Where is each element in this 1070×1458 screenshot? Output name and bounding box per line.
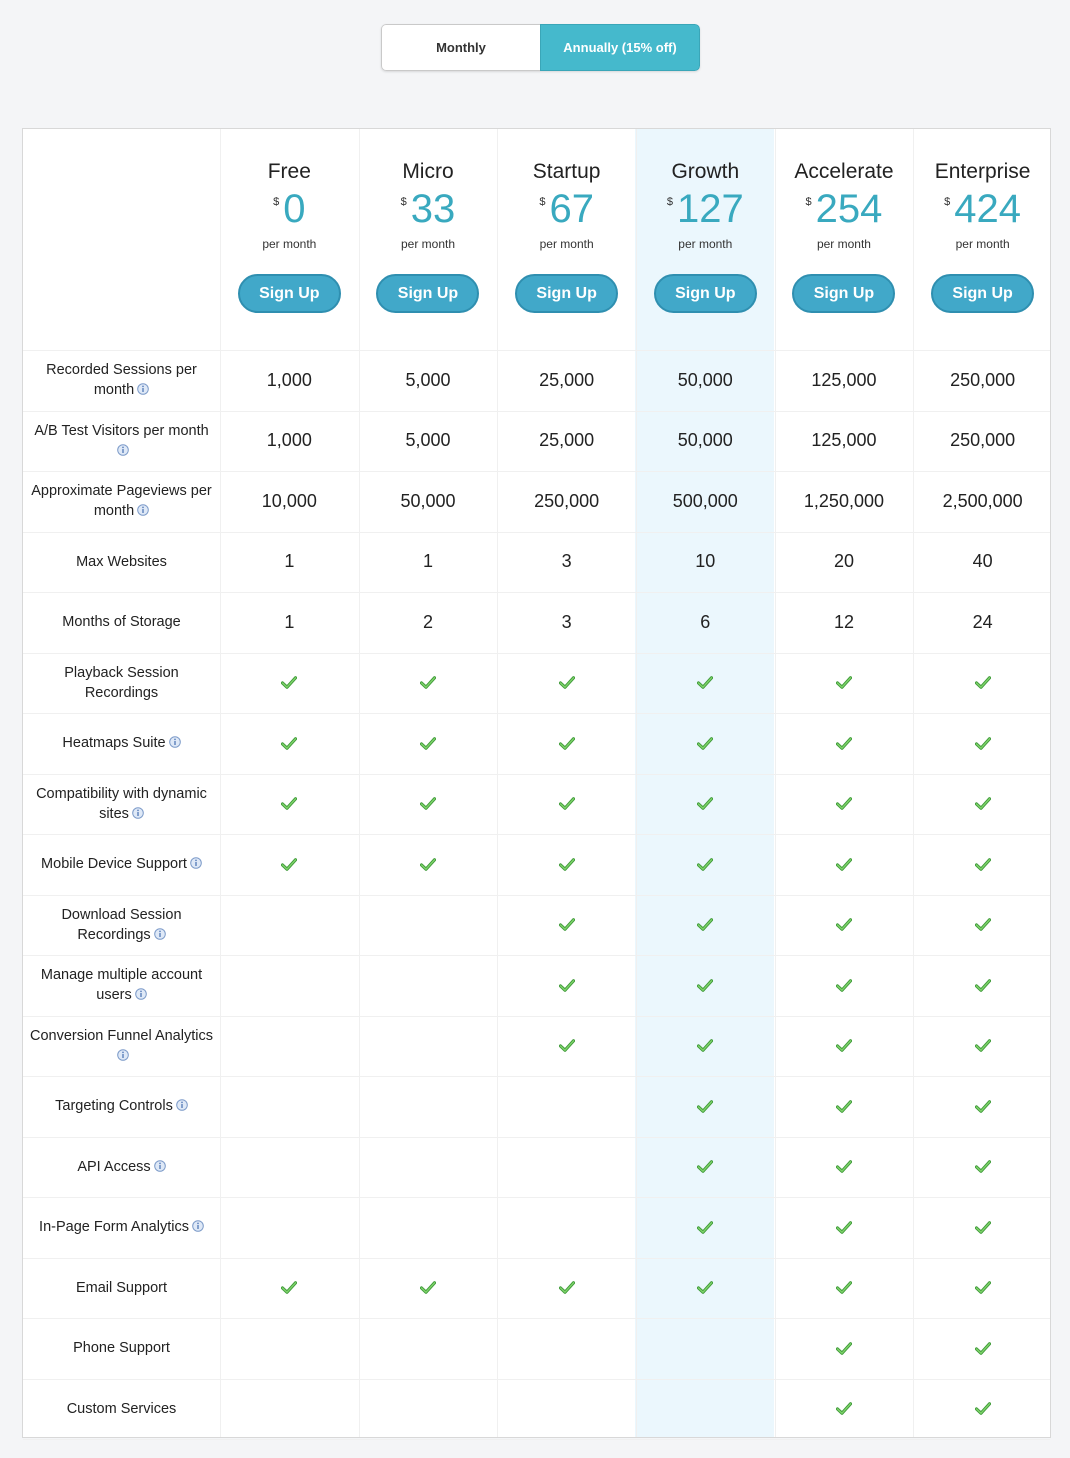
checkmark-icon — [975, 1221, 991, 1234]
feature-label-text: Heatmaps Suite — [62, 735, 166, 752]
currency-symbol: $ — [805, 196, 812, 208]
feature-value-free — [220, 955, 359, 1016]
feature-label-text: API Access — [77, 1158, 151, 1175]
checkmark-icon — [975, 1039, 991, 1052]
checkmark-icon — [836, 1160, 852, 1173]
feature-value-accelerate: 20 — [833, 551, 854, 572]
feature-value-free — [220, 1318, 359, 1379]
feature-value-growth: 500,000 — [672, 490, 738, 511]
feature-value-free: 1,000 — [266, 369, 312, 390]
feature-value-micro: 1 — [422, 551, 433, 572]
feature-value-micro — [359, 1197, 498, 1258]
checkmark-icon — [697, 737, 713, 750]
feature-value-enterprise: 24 — [972, 611, 993, 632]
feature-value-micro — [359, 955, 498, 1016]
feature-label-text: Max Websites — [76, 553, 167, 570]
feature-value-accelerate: 125,000 — [811, 430, 877, 451]
feature-value-free — [220, 834, 359, 895]
feature-label-text: Approximate Pageviews per month — [31, 483, 212, 520]
info-icon[interactable] — [135, 988, 147, 1000]
feature-value-accelerate — [775, 1197, 914, 1258]
checkmark-icon — [420, 858, 436, 871]
checkmark-icon — [697, 1281, 713, 1294]
feature-label — [23, 1318, 220, 1379]
feature-label-text: Email Support — [75, 1279, 168, 1296]
sign-up-button-free[interactable]: Sign Up — [238, 274, 341, 313]
feature-label — [23, 955, 220, 1016]
feature-value-free — [220, 1197, 359, 1258]
checkmark-icon — [281, 797, 297, 810]
feature-label-text: Playback Session Recordings — [64, 664, 179, 701]
feature-value-growth — [636, 1016, 775, 1077]
feature-label — [23, 350, 220, 411]
feature-value-enterprise — [913, 1318, 1052, 1379]
feature-value-free: 1 — [284, 611, 295, 632]
price-amount: 0 — [283, 187, 306, 231]
plan-name: Growth — [671, 160, 740, 183]
feature-label-text: Manage multiple account users — [40, 967, 203, 1004]
feature-value-free — [220, 1076, 359, 1137]
monthly-toggle-button[interactable]: Monthly — [381, 24, 540, 71]
feature-value-accelerate — [775, 774, 914, 835]
feature-label — [23, 774, 220, 835]
feature-value-free: 10,000 — [261, 490, 317, 511]
feature-value-accelerate — [775, 1137, 914, 1198]
feature-value-micro — [359, 834, 498, 895]
header-empty-cell — [23, 129, 220, 350]
checkmark-icon — [836, 737, 852, 750]
feature-value-startup — [497, 713, 636, 774]
checkmark-icon — [697, 676, 713, 689]
feature-value-startup: 25,000 — [539, 430, 595, 451]
plan-header-micro — [359, 129, 498, 350]
checkmark-icon — [975, 797, 991, 810]
checkmark-icon — [836, 1281, 852, 1294]
feature-value-micro — [359, 1137, 498, 1198]
plan-name: Free — [267, 160, 311, 183]
feature-value-accelerate — [775, 1076, 914, 1137]
feature-value-accelerate — [775, 1016, 914, 1077]
feature-value-growth — [636, 774, 775, 835]
checkmark-icon — [281, 676, 297, 689]
info-icon[interactable] — [169, 736, 181, 748]
info-icon[interactable] — [132, 807, 144, 819]
info-icon[interactable] — [190, 857, 202, 869]
plan-price — [273, 187, 305, 231]
checkmark-icon — [559, 676, 575, 689]
feature-value-accelerate — [775, 895, 914, 956]
feature-value-micro — [359, 1318, 498, 1379]
feature-value-startup — [497, 774, 636, 835]
feature-label-text: Targeting Controls — [55, 1098, 173, 1115]
feature-label — [23, 1137, 220, 1198]
feature-value-enterprise — [913, 653, 1052, 714]
feature-value-growth — [636, 1379, 775, 1440]
feature-value-startup: 3 — [561, 551, 572, 572]
checkmark-icon — [281, 737, 297, 750]
feature-value-enterprise — [913, 1137, 1052, 1198]
feature-value-micro — [359, 713, 498, 774]
plan-header-accelerate — [775, 129, 914, 350]
checkmark-icon — [975, 1281, 991, 1294]
feature-value-accelerate: 1,250,000 — [803, 490, 884, 511]
feature-label-text: Custom Services — [66, 1400, 177, 1417]
checkmark-icon — [975, 1402, 991, 1415]
price-amount: 127 — [676, 187, 744, 231]
feature-value-free — [220, 1379, 359, 1440]
feature-label-text: A/B Test Visitors per month — [34, 422, 209, 439]
feature-value-enterprise — [913, 955, 1052, 1016]
plan-price — [944, 187, 1021, 231]
info-icon[interactable] — [137, 383, 149, 395]
feature-value-micro: 2 — [422, 611, 433, 632]
feature-value-growth: 6 — [700, 611, 711, 632]
price-period: per month — [262, 237, 317, 251]
pricing-table — [22, 128, 1051, 1438]
billing-toggle — [381, 24, 700, 71]
checkmark-icon — [697, 918, 713, 931]
feature-label — [23, 834, 220, 895]
feature-label — [23, 1379, 220, 1440]
feature-value-free: 1,000 — [266, 430, 312, 451]
feature-value-accelerate — [775, 1379, 914, 1440]
price-period: per month — [539, 237, 594, 251]
feature-value-startup — [497, 955, 636, 1016]
feature-value-free — [220, 653, 359, 714]
feature-value-growth — [636, 713, 775, 774]
feature-value-micro: 50,000 — [400, 490, 456, 511]
feature-value-growth — [636, 653, 775, 714]
feature-value-growth — [636, 1076, 775, 1137]
feature-value-enterprise — [913, 1379, 1052, 1440]
annual-toggle-button[interactable]: Annually (15% off) — [540, 24, 700, 71]
checkmark-icon — [836, 979, 852, 992]
checkmark-icon — [559, 918, 575, 931]
feature-value-growth: 50,000 — [677, 369, 733, 390]
plan-price — [667, 187, 744, 231]
checkmark-icon — [697, 1100, 713, 1113]
feature-value-free: 1 — [284, 551, 295, 572]
checkmark-icon — [975, 1100, 991, 1113]
feature-value-free — [220, 1016, 359, 1077]
pricing-grid — [23, 129, 1050, 1437]
checkmark-icon — [420, 1281, 436, 1294]
currency-symbol: $ — [666, 196, 673, 208]
feature-value-enterprise — [913, 895, 1052, 956]
feature-value-startup — [497, 895, 636, 956]
price-period: per month — [955, 237, 1010, 251]
sign-up-button-enterprise[interactable]: Sign Up — [931, 274, 1034, 313]
checkmark-icon — [836, 1402, 852, 1415]
feature-value-startup — [497, 1016, 636, 1077]
feature-value-startup — [497, 834, 636, 895]
feature-label — [23, 895, 220, 956]
feature-label — [23, 1016, 220, 1077]
checkmark-icon — [281, 1281, 297, 1294]
feature-value-micro — [359, 1016, 498, 1077]
feature-value-growth — [636, 1137, 775, 1198]
feature-value-startup: 250,000 — [534, 490, 600, 511]
feature-value-startup — [497, 653, 636, 714]
checkmark-icon — [697, 858, 713, 871]
checkmark-icon — [836, 1221, 852, 1234]
feature-label — [23, 471, 220, 532]
info-icon[interactable] — [154, 928, 166, 940]
feature-value-micro — [359, 895, 498, 956]
checkmark-icon — [975, 1160, 991, 1173]
plan-name: Startup — [532, 160, 601, 183]
plan-header-free — [220, 129, 359, 350]
feature-value-enterprise — [913, 1076, 1052, 1137]
row-divider — [23, 1439, 1050, 1440]
checkmark-icon — [559, 858, 575, 871]
feature-value-startup — [497, 1318, 636, 1379]
feature-value-accelerate — [775, 834, 914, 895]
feature-label-text: Conversion Funnel Analytics — [30, 1027, 213, 1044]
feature-value-accelerate — [775, 1258, 914, 1319]
info-icon[interactable] — [117, 444, 129, 456]
checkmark-icon — [836, 1100, 852, 1113]
checkmark-icon — [975, 918, 991, 931]
feature-value-enterprise — [913, 834, 1052, 895]
feature-value-growth — [636, 1258, 775, 1319]
feature-value-accelerate — [775, 1318, 914, 1379]
feature-value-micro: 5,000 — [405, 430, 451, 451]
feature-value-accelerate — [775, 713, 914, 774]
plan-name: Micro — [402, 160, 454, 183]
checkmark-icon — [975, 737, 991, 750]
feature-value-enterprise: 2,500,000 — [942, 490, 1023, 511]
checkmark-icon — [697, 1160, 713, 1173]
feature-value-enterprise — [913, 1016, 1052, 1077]
feature-label-text: Mobile Device Support — [41, 856, 187, 873]
checkmark-icon — [836, 1039, 852, 1052]
checkmark-icon — [836, 858, 852, 871]
checkmark-icon — [836, 1342, 852, 1355]
checkmark-icon — [975, 676, 991, 689]
feature-value-startup — [497, 1076, 636, 1137]
feature-value-startup — [497, 1379, 636, 1440]
checkmark-icon — [559, 797, 575, 810]
feature-value-free — [220, 1137, 359, 1198]
feature-label — [23, 653, 220, 714]
currency-symbol: $ — [400, 196, 407, 208]
feature-value-growth: 10 — [695, 551, 716, 572]
feature-label-text: Compatibility with dynamic sites — [36, 785, 207, 822]
info-icon[interactable] — [154, 1160, 166, 1172]
checkmark-icon — [559, 1039, 575, 1052]
price-amount: 67 — [549, 187, 594, 231]
feature-value-startup: 3 — [561, 611, 572, 632]
checkmark-icon — [975, 979, 991, 992]
feature-value-enterprise: 250,000 — [950, 369, 1016, 390]
sign-up-button-startup[interactable]: Sign Up — [515, 274, 618, 313]
checkmark-icon — [697, 1039, 713, 1052]
feature-label-text: Download Session Recordings — [61, 906, 182, 943]
checkmark-icon — [975, 858, 991, 871]
feature-value-accelerate — [775, 955, 914, 1016]
price-amount: 424 — [954, 187, 1022, 231]
feature-value-micro: 5,000 — [405, 369, 451, 390]
plan-header-enterprise — [913, 129, 1052, 350]
checkmark-icon — [559, 737, 575, 750]
feature-label — [23, 532, 220, 593]
feature-label — [23, 592, 220, 653]
feature-value-free — [220, 1258, 359, 1319]
feature-value-micro — [359, 1379, 498, 1440]
sign-up-button-micro[interactable]: Sign Up — [376, 274, 479, 313]
checkmark-icon — [420, 737, 436, 750]
sign-up-button-accelerate[interactable]: Sign Up — [792, 274, 895, 313]
plan-header-growth — [636, 129, 775, 350]
plan-name: Enterprise — [934, 160, 1031, 183]
feature-label — [23, 1076, 220, 1137]
feature-value-micro — [359, 653, 498, 714]
feature-label-text: In-Page Form Analytics — [39, 1219, 189, 1236]
checkmark-icon — [559, 979, 575, 992]
currency-symbol: $ — [944, 196, 951, 208]
price-amount: 33 — [410, 187, 456, 231]
feature-value-enterprise — [913, 1258, 1052, 1319]
feature-value-enterprise — [913, 713, 1052, 774]
feature-label-text: Recorded Sessions per month — [46, 362, 197, 399]
plan-price — [806, 187, 883, 231]
feature-value-startup — [497, 1258, 636, 1319]
checkmark-icon — [420, 797, 436, 810]
feature-label — [23, 713, 220, 774]
feature-value-accelerate: 12 — [833, 611, 854, 632]
feature-value-accelerate — [775, 653, 914, 714]
checkmark-icon — [697, 979, 713, 992]
feature-value-growth: 50,000 — [677, 430, 733, 451]
plan-header-startup — [497, 129, 636, 350]
feature-value-micro — [359, 1258, 498, 1319]
checkmark-icon — [697, 1221, 713, 1234]
currency-symbol: $ — [539, 196, 546, 208]
plan-price — [539, 187, 594, 231]
feature-value-micro — [359, 1076, 498, 1137]
feature-label — [23, 1258, 220, 1319]
info-icon[interactable] — [117, 1049, 129, 1061]
plan-name: Accelerate — [794, 160, 894, 183]
feature-value-startup: 25,000 — [539, 369, 595, 390]
feature-value-growth — [636, 1318, 775, 1379]
feature-value-startup — [497, 1197, 636, 1258]
currency-symbol: $ — [273, 196, 280, 208]
checkmark-icon — [281, 858, 297, 871]
feature-value-enterprise — [913, 1197, 1052, 1258]
checkmark-icon — [836, 676, 852, 689]
info-icon[interactable] — [192, 1220, 204, 1232]
info-icon[interactable] — [176, 1099, 188, 1111]
feature-value-enterprise: 40 — [972, 551, 993, 572]
feature-value-accelerate: 125,000 — [811, 369, 877, 390]
feature-value-growth — [636, 895, 775, 956]
feature-label-text: Phone Support — [73, 1340, 170, 1357]
checkmark-icon — [559, 1281, 575, 1294]
checkmark-icon — [420, 676, 436, 689]
price-period: per month — [400, 237, 455, 251]
feature-value-growth — [636, 955, 775, 1016]
sign-up-button-growth[interactable]: Sign Up — [654, 274, 757, 313]
checkmark-icon — [975, 1342, 991, 1355]
info-icon[interactable] — [137, 504, 149, 516]
feature-label — [23, 1197, 220, 1258]
price-period: per month — [816, 237, 871, 251]
feature-value-enterprise — [913, 774, 1052, 835]
feature-label — [23, 411, 220, 472]
checkmark-icon — [697, 797, 713, 810]
price-amount: 254 — [815, 187, 883, 231]
feature-value-startup — [497, 1137, 636, 1198]
checkmark-icon — [836, 918, 852, 931]
feature-value-micro — [359, 774, 498, 835]
feature-value-growth — [636, 834, 775, 895]
feature-value-enterprise: 250,000 — [950, 430, 1016, 451]
feature-value-free — [220, 713, 359, 774]
feature-value-free — [220, 895, 359, 956]
price-period: per month — [678, 237, 733, 251]
feature-label-text: Months of Storage — [62, 614, 181, 631]
checkmark-icon — [836, 797, 852, 810]
feature-value-growth — [636, 1197, 775, 1258]
feature-value-free — [220, 774, 359, 835]
plan-price — [401, 187, 456, 231]
